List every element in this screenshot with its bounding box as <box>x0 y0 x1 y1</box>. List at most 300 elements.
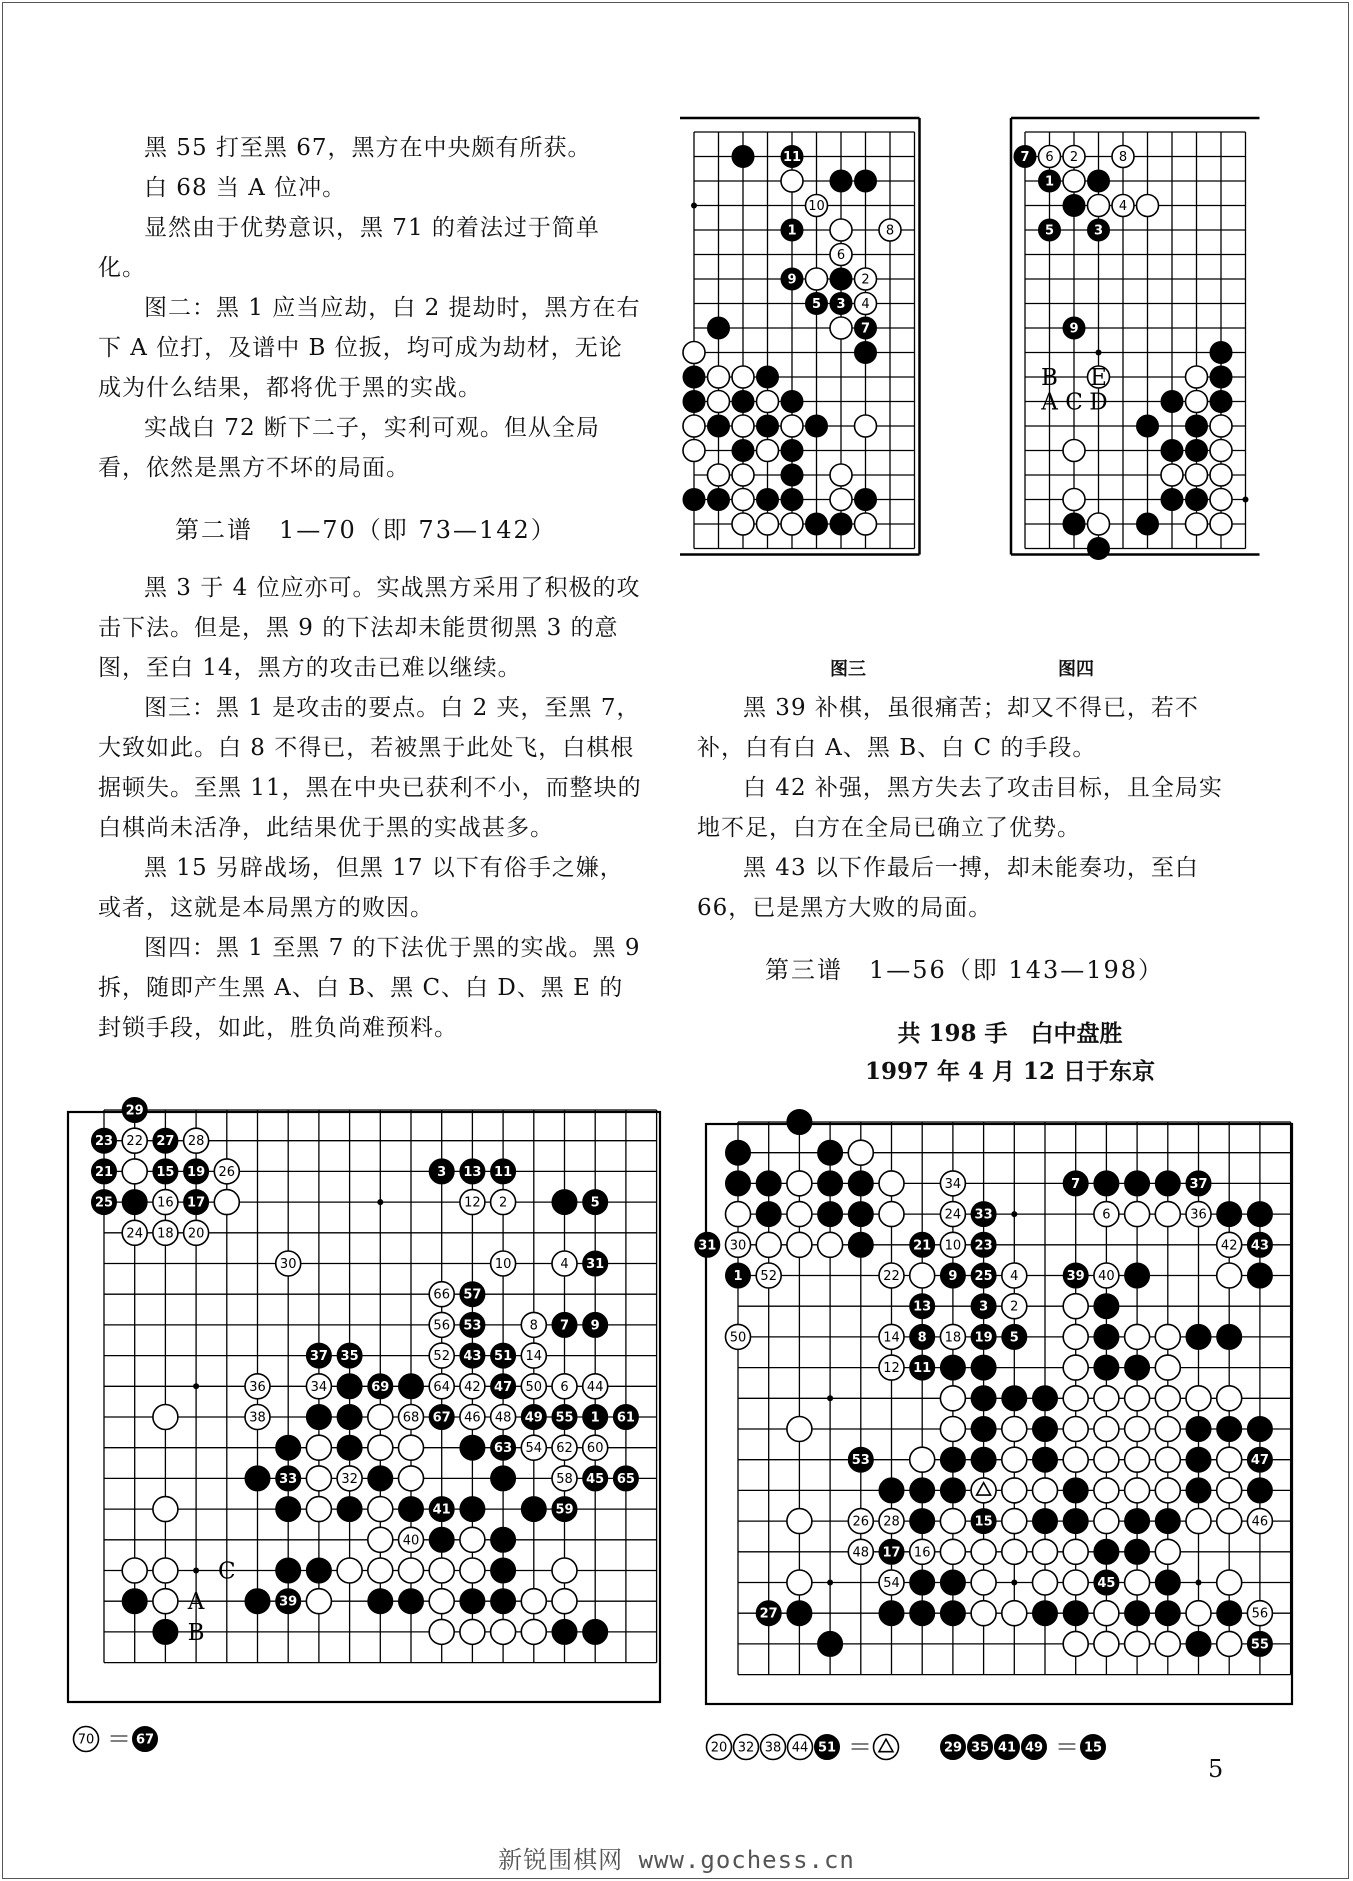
stone-black-17 <box>184 1190 209 1215</box>
stone-black <box>756 1171 781 1196</box>
stone-black <box>1210 342 1232 364</box>
move-number: 7 <box>559 1318 570 1334</box>
move-number: 34 <box>310 1379 328 1395</box>
stone-white <box>1186 1509 1211 1534</box>
hoshi-point <box>193 1383 199 1389</box>
stone-white <box>1063 1570 1088 1595</box>
stone-white <box>732 366 754 388</box>
right-text <box>697 688 1245 928</box>
figure-3-footnote <box>705 1730 1265 1764</box>
move-number: 19 <box>974 1330 993 1346</box>
stone-black-9 <box>1063 317 1085 339</box>
stone-black <box>337 1374 362 1399</box>
move-number: 13 <box>463 1164 482 1180</box>
stone-white <box>521 1619 546 1644</box>
move-number: 10 <box>494 1257 512 1272</box>
move-number: 39 <box>279 1594 298 1610</box>
stone-black-47 <box>491 1374 516 1399</box>
stone-black-25 <box>92 1190 117 1215</box>
stone-white-68 <box>399 1405 424 1430</box>
stone-white-14 <box>521 1343 546 1368</box>
move-number: 34 <box>944 1176 962 1192</box>
stone-black <box>1247 1417 1272 1442</box>
stone-black-65 <box>613 1466 638 1491</box>
move-number: 1 <box>1044 174 1055 190</box>
stone-black-5 <box>583 1190 608 1215</box>
stone-black <box>818 1171 843 1196</box>
stone-white <box>683 342 705 364</box>
stone-black-3 <box>1088 219 1110 241</box>
stone-white <box>1063 1539 1088 1564</box>
stone-white <box>1155 1417 1180 1442</box>
stone-black <box>245 1589 270 1614</box>
stone-black <box>910 1478 935 1503</box>
paragraph: 黑 55 打至黑 67，黑方在中央颇有所获。 <box>144 135 592 161</box>
move-number: 33 <box>279 1471 298 1487</box>
stone-black <box>1217 1324 1242 1349</box>
stone-white-42 <box>1217 1232 1242 1257</box>
stone-black <box>940 1447 965 1472</box>
move-number: 43 <box>1250 1238 1269 1254</box>
move-number: 2 <box>498 1195 508 1211</box>
diagram-4-caption: 图四 <box>1058 659 1094 680</box>
stone-white-48 <box>848 1539 873 1564</box>
stone-white-2 <box>855 268 877 290</box>
stone-black <box>1088 538 1110 560</box>
stone-black <box>971 1386 996 1411</box>
stone-white <box>940 1509 965 1534</box>
move-number: 41 <box>997 1740 1017 1756</box>
stone-white-40 <box>399 1527 424 1552</box>
move-number: 9 <box>787 272 797 288</box>
stone-black <box>683 366 705 388</box>
stone-black-33 <box>276 1466 301 1491</box>
stone-white <box>1155 1324 1180 1349</box>
move-number: 22 <box>883 1269 900 1284</box>
move-number: 45 <box>1097 1576 1116 1591</box>
stone-white <box>1217 1631 1242 1656</box>
stone-black <box>708 415 730 437</box>
stone-white-16 <box>153 1190 178 1215</box>
stone-white-20 <box>184 1220 209 1245</box>
move-number: 22 <box>126 1134 143 1150</box>
stone-black <box>708 489 730 511</box>
stone-white <box>429 1558 454 1583</box>
stone-black <box>460 1435 485 1460</box>
stone-black <box>806 513 828 535</box>
point-label-A: A <box>187 1589 205 1616</box>
move-number: 26 <box>218 1164 236 1180</box>
stone-black <box>940 1355 965 1380</box>
stone-white-20 <box>707 1735 732 1760</box>
stone-white <box>306 1497 331 1522</box>
move-number: 31 <box>698 1238 717 1254</box>
move-number: 25 <box>974 1269 993 1284</box>
stone-white <box>460 1558 485 1583</box>
move-number: 43 <box>463 1349 482 1365</box>
stone-black <box>583 1619 608 1644</box>
stone-black <box>732 391 754 413</box>
stone-black <box>337 1405 362 1430</box>
stone-black <box>460 1589 485 1614</box>
move-number: 6 <box>1045 150 1054 165</box>
stone-white <box>153 1405 178 1430</box>
move-number: 51 <box>817 1740 837 1756</box>
move-number: 38 <box>764 1740 782 1756</box>
stone-black <box>122 1190 147 1215</box>
stone-black <box>276 1558 301 1583</box>
board-grid <box>1025 132 1246 549</box>
move-number: 36 <box>1190 1207 1207 1223</box>
stone-white-28 <box>184 1128 209 1153</box>
move-number: 5 <box>811 297 822 312</box>
stone-black-15 <box>971 1509 996 1534</box>
stone-white <box>708 391 730 413</box>
move-number: 5 <box>1044 223 1055 239</box>
stone-white-32 <box>337 1466 362 1491</box>
stone-white-8 <box>879 219 901 241</box>
stone-black-19 <box>971 1324 996 1349</box>
stone-black <box>1217 1417 1242 1442</box>
move-number: 33 <box>974 1207 993 1223</box>
stone-black-21 <box>910 1232 935 1257</box>
move-number: 16 <box>913 1545 931 1561</box>
move-number: 37 <box>1189 1176 1208 1192</box>
stone-black <box>1155 1601 1180 1626</box>
stone-white-54 <box>521 1435 546 1460</box>
move-number: 9 <box>1069 321 1079 337</box>
stone-white <box>787 1202 812 1227</box>
equals-sign: ＝ <box>107 1725 131 1753</box>
stone-black <box>830 170 852 192</box>
move-number: 35 <box>340 1349 359 1365</box>
paragraph: 图三：黑 1 是攻击的要点。白 2 夹，至黑 7，大致如此。白 8 不得已，若被黑于此处飞，白棋根据顿失。至黑 11，黑在中央已获利不小，而整块的白棋尚未活净，此结果优于黑的实战甚多。 <box>98 695 642 841</box>
paragraph: 黑 43 以下作最后一搏，却未能奏功，至白 66，已是黑方大败的局面。 <box>697 855 1199 921</box>
move-number: 8 <box>885 223 895 239</box>
point-label-B: B <box>187 1619 205 1646</box>
stone-white <box>732 415 754 437</box>
stone-white <box>1094 1447 1119 1472</box>
stone-white <box>306 1589 331 1614</box>
section-heading-3: 第三谱 1—56（即 143—198） <box>765 956 1165 984</box>
stone-black <box>756 1202 781 1227</box>
move-number: 61 <box>616 1410 635 1426</box>
move-number: 4 <box>1118 199 1128 214</box>
stone-white <box>1063 1447 1088 1472</box>
point-label-C: C <box>217 1558 236 1585</box>
stone-white <box>806 268 828 290</box>
move-number: 47 <box>494 1379 513 1395</box>
stone-black-9 <box>781 268 803 290</box>
move-number: 1 <box>787 223 797 239</box>
stone-white <box>910 1447 935 1472</box>
stone-black <box>491 1558 516 1583</box>
move-number: 10 <box>944 1238 962 1254</box>
stone-black <box>1186 1447 1211 1472</box>
move-number: 53 <box>851 1453 870 1469</box>
stone-black <box>1155 1509 1180 1534</box>
stone-white <box>1002 1601 1027 1626</box>
move-number: 4 <box>560 1257 569 1272</box>
stone-white <box>1186 464 1208 486</box>
move-number: 58 <box>556 1471 573 1487</box>
stone-white <box>521 1589 546 1614</box>
stone-black <box>429 1527 454 1552</box>
stone-white <box>1088 195 1110 217</box>
stone-black <box>818 1202 843 1227</box>
stone-white-12 <box>460 1190 485 1215</box>
move-number: 2 <box>1069 150 1079 165</box>
stone-white-24 <box>940 1202 965 1227</box>
stone-white <box>1002 1447 1027 1472</box>
stone-black <box>683 489 705 511</box>
stone-black <box>1033 1447 1058 1472</box>
stone-white <box>460 1619 485 1644</box>
move-number: 67 <box>135 1732 155 1748</box>
stone-black <box>1161 440 1183 462</box>
move-number: 65 <box>616 1471 635 1487</box>
move-number: 32 <box>341 1471 358 1487</box>
paragraph: 白 42 补强，黑方失去了攻击目标，且全局实地不足，白方在全局已确立了优势。 <box>697 775 1223 841</box>
stone-white <box>1002 1509 1027 1534</box>
move-number: 3 <box>979 1299 989 1315</box>
move-number: 51 <box>494 1349 513 1365</box>
stone-white <box>1002 1478 1027 1503</box>
move-number: 4 <box>1010 1269 1019 1284</box>
stone-white <box>1125 1386 1150 1411</box>
stone-black-51 <box>815 1735 840 1760</box>
stone-white <box>1210 513 1232 535</box>
stone-white <box>460 1527 485 1552</box>
move-number: 57 <box>463 1287 482 1303</box>
stone-black <box>1063 513 1085 535</box>
move-number: 25 <box>94 1195 114 1211</box>
hoshi-point <box>193 1568 199 1574</box>
stone-white <box>1088 513 1110 535</box>
stone-black-55 <box>552 1405 577 1430</box>
move-number: 3 <box>437 1164 447 1180</box>
move-number: 4 <box>861 297 870 312</box>
stone-black <box>306 1405 331 1430</box>
hoshi-point <box>1011 1580 1017 1586</box>
stone-black <box>855 170 877 192</box>
stone-white-42 <box>460 1374 485 1399</box>
stone-white <box>153 1589 178 1614</box>
stone-white <box>1137 195 1159 217</box>
stone-white <box>122 1159 147 1184</box>
move-number: 28 <box>187 1134 205 1150</box>
stone-black <box>1186 1631 1211 1656</box>
move-number: 21 <box>913 1238 932 1254</box>
stone-black <box>276 1435 301 1460</box>
stone-black <box>368 1466 393 1491</box>
stone-black <box>399 1374 424 1399</box>
move-number: 54 <box>525 1441 543 1457</box>
stone-white-54 <box>879 1570 904 1595</box>
move-number: 38 <box>249 1410 266 1426</box>
go-diagram-3 <box>680 118 970 638</box>
stone-white-52 <box>429 1343 454 1368</box>
move-number: 10 <box>808 199 825 214</box>
stone-black <box>245 1466 270 1491</box>
stone-white <box>1186 391 1208 413</box>
stone-white <box>757 391 779 413</box>
stone-white <box>726 1202 751 1227</box>
stone-black <box>940 1570 965 1595</box>
stone-white <box>855 415 877 437</box>
stone-black <box>732 440 754 462</box>
move-number: 30 <box>279 1257 297 1272</box>
stone-white <box>214 1190 239 1215</box>
move-number: 5 <box>590 1195 600 1211</box>
stone-white-66 <box>429 1282 454 1307</box>
stone-white <box>368 1435 393 1460</box>
stone-black <box>848 1171 873 1196</box>
move-number: 17 <box>187 1195 206 1211</box>
move-number: 44 <box>791 1740 809 1756</box>
page-number: 5 <box>1208 1755 1224 1783</box>
stone-white-4 <box>855 293 877 315</box>
move-number: 14 <box>883 1330 900 1346</box>
stone-white <box>491 1619 516 1644</box>
stone-white <box>757 513 779 535</box>
move-number: 64 <box>433 1379 450 1395</box>
stone-white-46 <box>460 1405 485 1430</box>
move-number: 15 <box>156 1164 175 1180</box>
stone-black-55 <box>1247 1631 1272 1656</box>
move-number: 11 <box>494 1164 513 1180</box>
stone-black-67 <box>133 1727 158 1752</box>
stone-white <box>1155 1539 1180 1564</box>
stone-white-2 <box>1063 146 1085 168</box>
move-number: 20 <box>187 1226 205 1242</box>
stone-black-35 <box>337 1343 362 1368</box>
move-number: 41 <box>432 1502 451 1518</box>
stone-black <box>971 1417 996 1442</box>
stone-white <box>1002 1417 1027 1442</box>
stone-white-22 <box>879 1263 904 1288</box>
stone-black <box>1063 195 1085 217</box>
move-number: 35 <box>970 1740 990 1756</box>
stone-black-25 <box>971 1263 996 1288</box>
stone-black <box>1094 1324 1119 1349</box>
stone-black-69 <box>368 1374 393 1399</box>
move-number: 31 <box>586 1257 605 1272</box>
move-number: 15 <box>974 1514 993 1530</box>
hoshi-point <box>1096 350 1102 356</box>
move-number: 6 <box>836 248 846 263</box>
stone-black <box>1033 1509 1058 1534</box>
move-number: 12 <box>464 1195 481 1211</box>
stone-white-38 <box>245 1405 270 1430</box>
stone-black <box>399 1497 424 1522</box>
move-number: 46 <box>464 1410 481 1426</box>
stone-white <box>1094 1417 1119 1442</box>
stone-white <box>940 1386 965 1411</box>
move-number: 26 <box>852 1514 870 1530</box>
stone-white <box>1155 1355 1180 1380</box>
move-number: 3 <box>1093 223 1104 239</box>
stone-white-8 <box>521 1312 546 1337</box>
move-number: 2 <box>1010 1299 1019 1315</box>
stone-white <box>1161 464 1183 486</box>
stone-white-18 <box>153 1220 178 1245</box>
stone-white <box>830 219 852 241</box>
move-number: 55 <box>555 1410 574 1426</box>
paragraph: 黑 3 于 4 位应亦可。实战黑方采用了积极的攻击下法。但是，黑 9 的下法却未能贯彻黑 3 的意图，至白 14，黑方的攻击已难以继续。 <box>98 575 641 681</box>
move-number: 56 <box>433 1318 450 1334</box>
stone-black-1 <box>781 219 803 241</box>
move-number: 9 <box>948 1269 958 1284</box>
stone-black <box>1247 1263 1272 1288</box>
stone-white <box>732 513 754 535</box>
stone-black-17 <box>879 1539 904 1564</box>
stone-white <box>787 1509 812 1534</box>
stone-white-30 <box>276 1251 301 1276</box>
move-number: 56 <box>1251 1606 1269 1622</box>
stone-black <box>1186 1478 1211 1503</box>
stone-white <box>1063 1355 1088 1380</box>
stone-white <box>1063 1294 1088 1319</box>
left-text-bottom <box>98 568 643 1048</box>
stone-black-11 <box>491 1159 516 1184</box>
stone-black <box>276 1497 301 1522</box>
stone-white <box>756 1232 781 1257</box>
stone-black <box>491 1527 516 1552</box>
stone-white <box>971 1570 996 1595</box>
stone-white-4 <box>1002 1263 1027 1288</box>
move-number: 11 <box>913 1361 932 1377</box>
stone-white <box>787 1417 812 1442</box>
stone-black-39 <box>276 1589 301 1614</box>
stone-black <box>1217 1202 1242 1227</box>
stone-white-10 <box>806 195 828 217</box>
stone-black <box>1088 170 1110 192</box>
stone-white <box>732 464 754 486</box>
stone-white <box>757 440 779 462</box>
stone-white <box>429 1619 454 1644</box>
stone-white <box>1063 440 1085 462</box>
move-number: 13 <box>913 1299 932 1315</box>
stone-white <box>1125 1478 1150 1503</box>
paragraph: 黑 39 补棋，虽很痛苦；却又不得已，若不补，白有白 A、黑 B、白 C 的手段。 <box>697 695 1199 761</box>
stone-white <box>830 317 852 339</box>
stone-black <box>1063 1601 1088 1626</box>
stone-white <box>1125 1324 1150 1349</box>
stone-white <box>1217 1570 1242 1595</box>
stone-black <box>757 366 779 388</box>
stone-white <box>1210 464 1232 486</box>
stone-black-45 <box>583 1466 608 1491</box>
stone-white <box>787 1171 812 1196</box>
stone-white <box>368 1405 393 1430</box>
stone-white-56 <box>429 1312 454 1337</box>
move-number: 7 <box>860 321 871 337</box>
stone-black-19 <box>184 1159 209 1184</box>
stone-black <box>830 513 852 535</box>
stone-white-50 <box>521 1374 546 1399</box>
stone-white-4 <box>552 1251 577 1276</box>
move-number: 24 <box>126 1226 143 1242</box>
figure-2-footnote <box>72 1722 292 1756</box>
game-date: 1997 年 4 月 12 日于东京 <box>864 1058 1156 1085</box>
stone-white <box>1186 366 1208 388</box>
stone-black <box>399 1589 424 1614</box>
stone-black <box>122 1589 147 1614</box>
stone-black-7 <box>1014 146 1036 168</box>
move-number: 19 <box>187 1164 206 1180</box>
move-number: 54 <box>883 1576 900 1591</box>
